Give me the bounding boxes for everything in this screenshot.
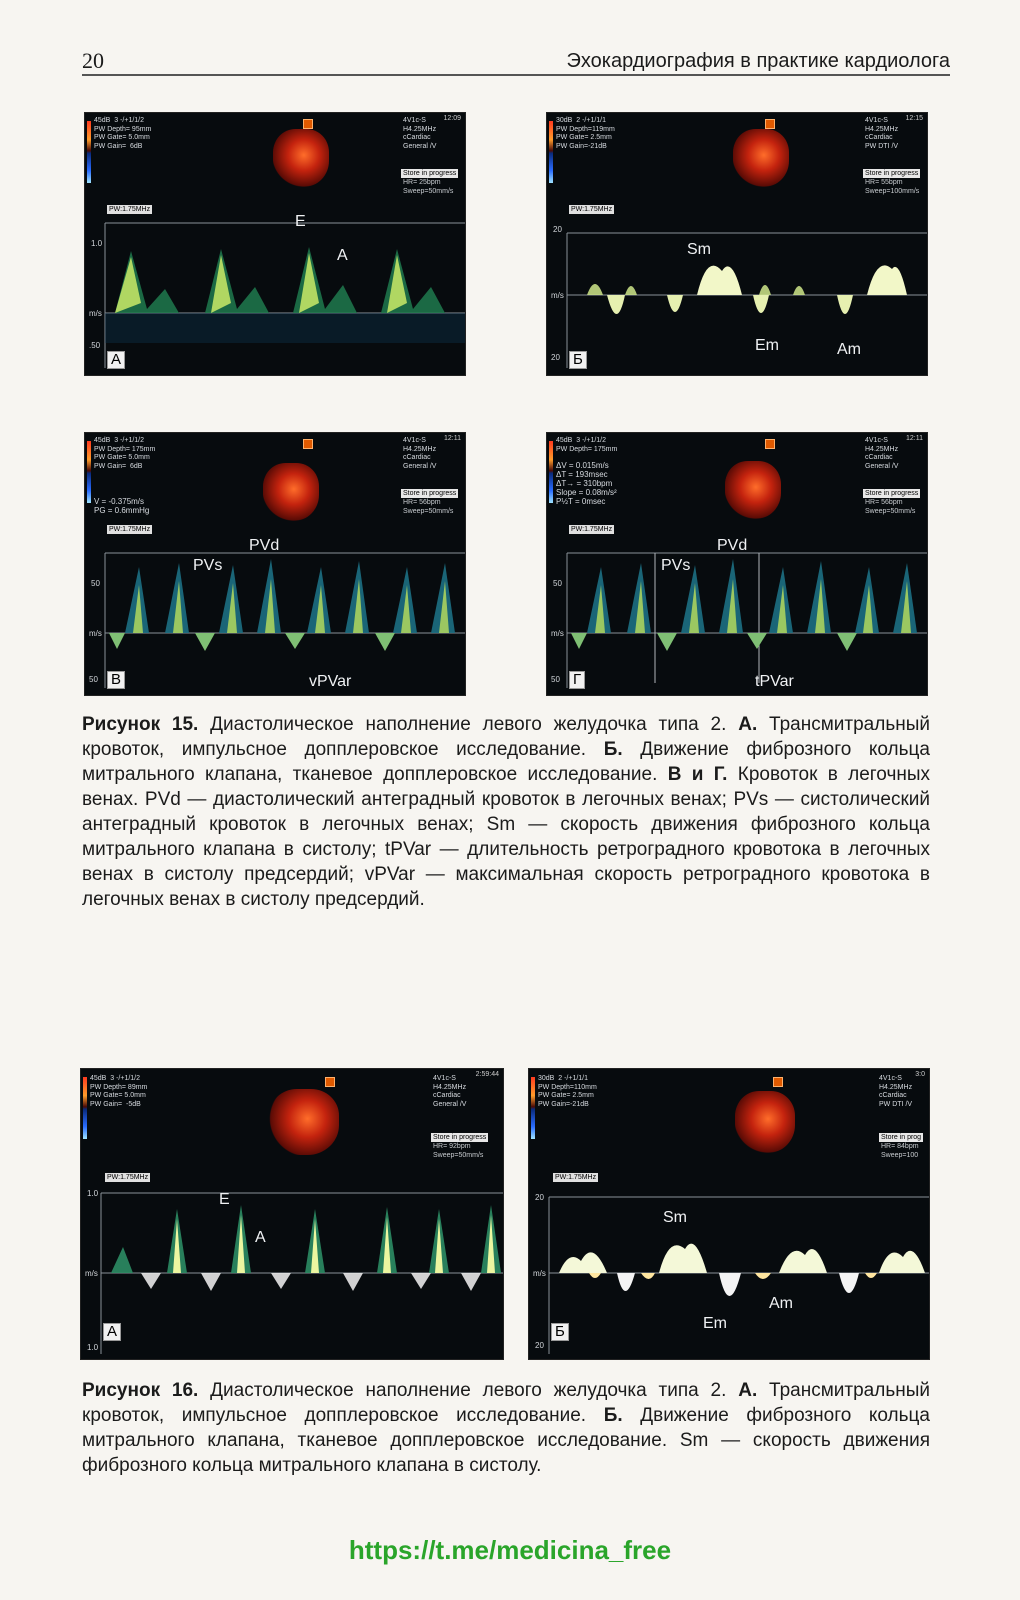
wave-label-a: A [255, 1229, 266, 1246]
clock: 12:09 [443, 115, 461, 122]
probe-orientation-icon [303, 439, 313, 449]
acquisition-settings: 30dB 2 -/+1/1/1 PW Depth=110mm PW Gate= 2.5mm PW Gain=-21dB [538, 1075, 597, 1108]
probe-orientation-icon [765, 119, 775, 129]
pw-frequency-tag: PW:1.75MHz [109, 526, 151, 533]
velocity-scale-unit: m/s [551, 291, 564, 300]
probe-settings: 4V1c-S H4.25MHz cCardiac PW DTI /V [879, 1075, 913, 1108]
caption-label: Рисунок 16. [82, 1380, 199, 1401]
panel-letter: А [103, 1323, 121, 1341]
acquisition-settings: 45dB 3 -/+1/1/2 PW Depth= 175mm [556, 437, 618, 453]
echo-panel-15v [84, 432, 466, 696]
acquisition-settings: 30dB 2 -/+1/1/1 PW Depth=119mm PW Gate= 2.5mm PW Gain=-21dB [556, 117, 615, 150]
velocity-scale-top: 1.0 [91, 239, 103, 248]
caption-label: Рисунок 15. [82, 714, 199, 735]
caption-text: Трансмитральный кровоток, импульсное допплеровское исследование. [82, 1380, 930, 1426]
panel-letter: Г [569, 671, 585, 689]
acquisition-settings: 45dB 3 -/+1/1/2 PW Depth= 95mm PW Gate= 5.0mm PW Gain= 6dB [94, 117, 152, 150]
velocity-scale-bottom: .50 [89, 341, 101, 350]
velocity-scale-unit: m/s [533, 1269, 546, 1278]
sweep-info: HR= 84bpm Sweep=100 [881, 1143, 919, 1159]
running-title: Эхокардиография в практике кардиолога [566, 50, 950, 72]
velocity-scale-top: 50 [91, 579, 100, 588]
pw-frequency-tag: PW:1.75MHz [555, 1174, 597, 1181]
echo-panel-15a [84, 112, 466, 376]
tissue-doppler-spectrum [547, 213, 927, 373]
pw-frequency-tag: PW:1.75MHz [571, 526, 613, 533]
probe-settings: 4V1c-S H4.25MHz cCardiac General /V [403, 117, 437, 150]
color-doppler-sector [725, 461, 781, 519]
measurement-readout: ΔV = 0.015m/s ΔT = 193msec ΔT→ = 310bpm Slope = 0.08m/s² P½T = 0msec [556, 461, 617, 506]
color-scale-bar [549, 441, 553, 503]
pw-frequency-tag: PW:1.75MHz [571, 206, 613, 213]
wave-label-pvs: PVs [661, 557, 691, 574]
store-badge: Store in progress [403, 170, 457, 177]
wave-label-pvs: PVs [193, 557, 223, 574]
wave-label-em: Em [755, 337, 779, 354]
caption-panel-ref: В и Г. [667, 764, 728, 785]
velocity-scale-top: 20 [553, 225, 562, 234]
color-doppler-sector [273, 129, 329, 187]
velocity-scale-bottom: 1.0 [87, 1343, 99, 1352]
acquisition-settings: 45dB 3 -/+1/1/2 PW Depth= 89mm PW Gate= 5.0mm PW Gain= -5dB [90, 1075, 148, 1108]
echo-panel-15g [546, 432, 928, 696]
acquisition-settings: 45dB 3 -/+1/1/2 PW Depth= 175mm PW Gate= 5.0mm PW Gain= 6dB [94, 437, 156, 470]
probe-orientation-icon [765, 439, 775, 449]
wave-label-pvd: PVd [249, 537, 280, 554]
velocity-scale-top: 1.0 [87, 1189, 99, 1198]
sweep-info: HR= 92bpm Sweep=50mm/s [433, 1143, 484, 1159]
wave-label-em: Em [703, 1315, 727, 1332]
velocity-scale-bottom: 50 [89, 675, 98, 684]
caption-panel-ref: Б. [603, 1405, 623, 1426]
telegram-link[interactable]: https://t.me/medicina_free [348, 1535, 672, 1565]
clock: 2:59:44 [475, 1071, 499, 1078]
caption-text: Кровоток в легочных венах. PVd — диастолический антеградный кровоток в легочных венах; PVs — систолический антеградный кровоток в легочных венах; Sm — скорость движения фиброзного кольца митрального клапана в систолу; tPVar — длительность ретроградного кровотока в легочных венах в систолу предсердий; vPVar — максимальная скорость ретроградного кровотока в легочных венах в систолу предсердий. [82, 764, 931, 910]
color-doppler-sector [269, 1089, 339, 1155]
pw-frequency-tag: PW:1.75MHz [107, 1174, 149, 1181]
panel-letter: А [107, 351, 125, 369]
figure-16-caption [82, 1378, 930, 1478]
velocity-scale-top: 20 [535, 1193, 544, 1202]
clock: 3:0 [915, 1071, 925, 1078]
wave-label-pvd: PVd [717, 537, 748, 554]
caption-text: Трансмитральный кровоток, импульсное допплеровское исследование. [82, 714, 930, 760]
wave-label-am: Am [769, 1295, 793, 1312]
wave-label-am: Am [837, 341, 861, 358]
probe-orientation-icon [325, 1077, 335, 1087]
panel-letter: Б [569, 351, 587, 369]
velocity-scale-unit: m/s [85, 1269, 98, 1278]
caption-text: Диастолическое наполнение левого желудочка типа 2. [198, 714, 739, 735]
caption-text: Диастолическое наполнение левого желудочка типа 2. [198, 1380, 739, 1401]
color-scale-bar [531, 1077, 535, 1139]
echo-panel-15b [546, 112, 928, 376]
probe-settings: 4V1c-S H4.25MHz cCardiac PW DTI /V [865, 117, 899, 150]
sweep-info: HR= 55bpm Sweep=100mm/s [865, 179, 920, 195]
store-badge: Store in prog [881, 1134, 922, 1141]
color-doppler-sector [733, 129, 789, 187]
clock: 12:11 [906, 435, 923, 442]
header-rule [82, 74, 950, 76]
caption-text: Движение фиброзного кольца митрального клапана, тканевое допплеровское исследование. Sm — скорость движения фиброзного кольца митрального клапана в систолу. [82, 1405, 930, 1476]
probe-settings: 4V1c-S H4.25MHz cCardiac General /V [403, 437, 437, 470]
probe-settings: 4V1c-S H4.25MHz cCardiac General /V [433, 1075, 467, 1108]
page-number: 20 [82, 48, 104, 73]
figure-15-caption [82, 712, 930, 912]
color-doppler-sector [263, 463, 319, 521]
color-scale-bar [83, 1077, 87, 1139]
velocity-scale-bottom: 20 [551, 353, 560, 362]
pulmonary-vein-spectrum [547, 533, 927, 693]
tissue-doppler-spectrum [529, 1179, 929, 1359]
wave-label-tpvar: tPVar [755, 673, 794, 690]
measurement-readout: V = -0.375m/s PG = 0.6mmHg [94, 497, 150, 515]
caption-text: Движение фиброзного кольца митрального клапана, тканевое допплеровское исследование. [82, 739, 930, 785]
color-scale-bar [87, 441, 91, 503]
color-scale-bar [549, 121, 553, 183]
sweep-info: HR= 56bpm Sweep=50mm/s [865, 499, 916, 515]
wave-label-e: E [295, 213, 306, 230]
panel-letter: В [107, 671, 125, 689]
color-scale-bar [87, 121, 91, 183]
store-badge: Store in progress [865, 490, 919, 497]
sweep-info: HR= 56bpm Sweep=50mm/s [403, 499, 454, 515]
wave-label-sm: Sm [663, 1209, 687, 1226]
clock: 12:15 [905, 115, 923, 122]
store-badge: Store in progress [865, 170, 919, 177]
probe-orientation-icon [303, 119, 313, 129]
probe-orientation-icon [773, 1077, 783, 1087]
store-badge: Store in progress [403, 490, 457, 497]
echo-panel-16b [528, 1068, 930, 1360]
wave-label-sm: Sm [687, 241, 711, 258]
wave-label-e: E [219, 1191, 230, 1208]
doppler-spectrum [81, 1179, 503, 1359]
wave-label-vpvar: vPVar [309, 673, 352, 690]
caption-panel-ref: А. [738, 1380, 758, 1401]
velocity-scale-top: 50 [553, 579, 562, 588]
velocity-scale-unit: m/s [551, 629, 564, 638]
sweep-info: HR= 25bpm Sweep=50mm/s [403, 179, 454, 195]
velocity-scale-unit: m/s [89, 629, 102, 638]
velocity-scale-bottom: 20 [535, 1341, 544, 1350]
color-doppler-sector [735, 1091, 795, 1153]
caption-panel-ref: А. [738, 714, 758, 735]
velocity-scale-unit: m/s [89, 309, 102, 318]
clock: 12:11 [444, 435, 461, 442]
wave-label-a: A [337, 247, 348, 264]
pulmonary-vein-spectrum [85, 533, 465, 693]
pw-frequency-tag: PW:1.75MHz [109, 206, 151, 213]
panel-letter: Б [551, 1323, 569, 1341]
caption-panel-ref: Б. [603, 739, 623, 760]
store-badge: Store in progress [433, 1134, 487, 1141]
doppler-spectrum [85, 213, 465, 373]
velocity-scale-bottom: 50 [551, 675, 560, 684]
probe-settings: 4V1c-S H4.25MHz cCardiac General /V [865, 437, 899, 470]
echo-panel-16a [80, 1068, 504, 1360]
